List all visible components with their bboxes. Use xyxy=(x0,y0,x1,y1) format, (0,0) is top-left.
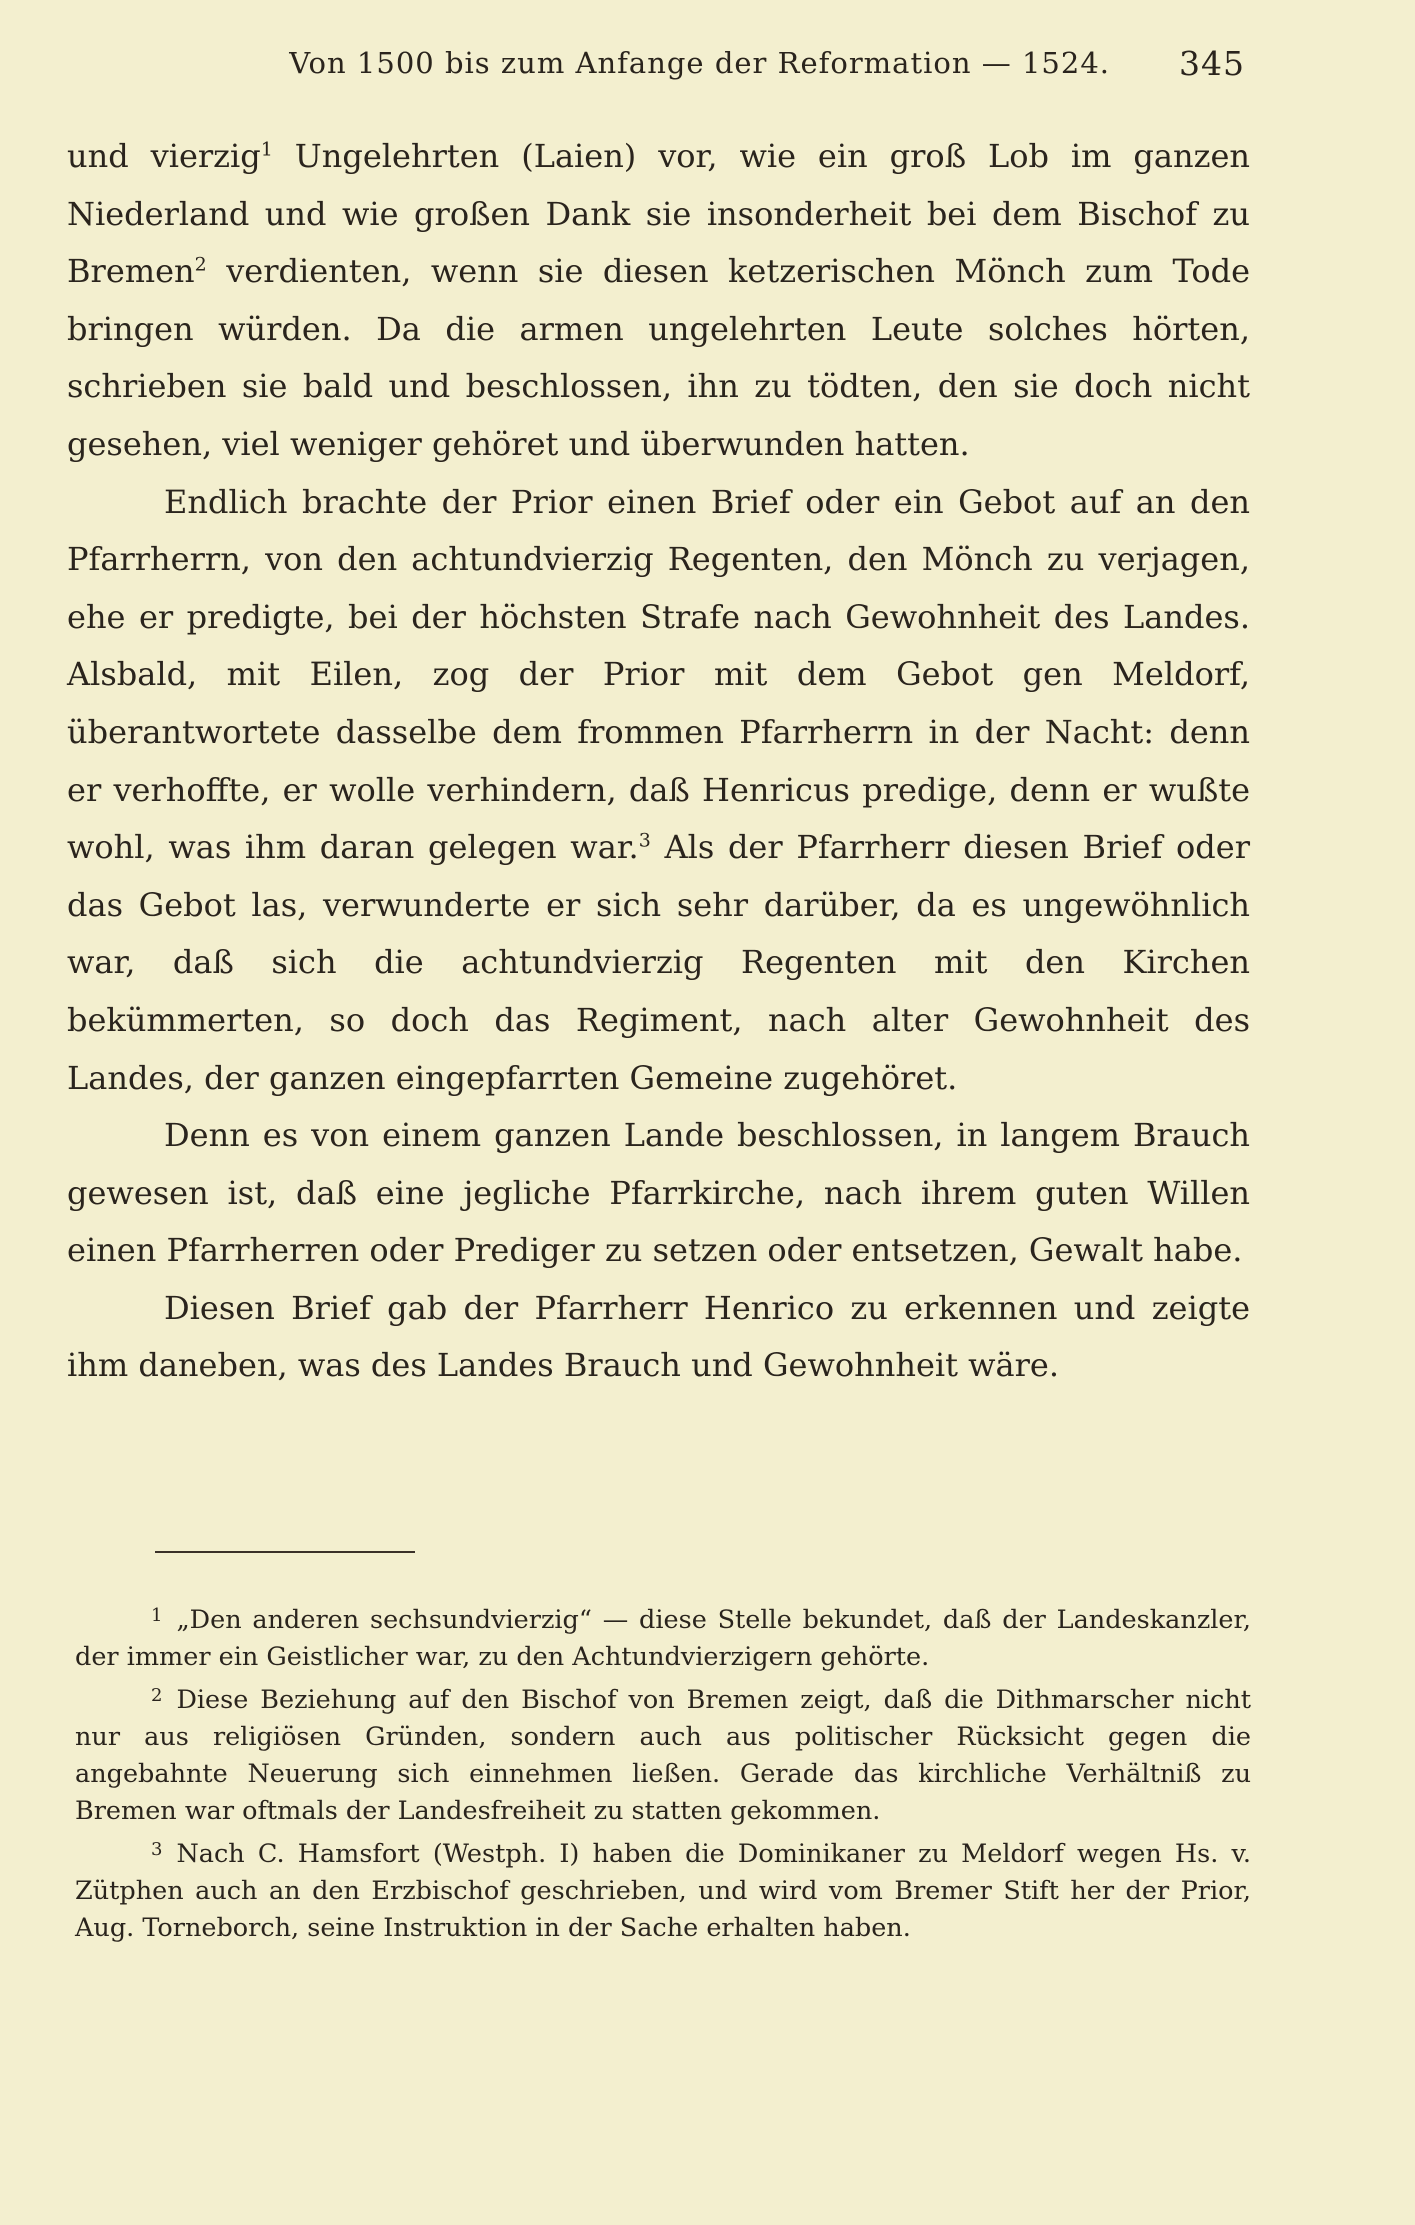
paragraph: Denn es von einem ganzen Lande beschlossen, in langem Brauch gewesen ist, daß eine jegliche Pfarrkirche, nach ihrem guten Willen einen Pfarrherren oder Prediger zu setzen oder entsetzen, Gewalt habe. xyxy=(67,1116,1250,1270)
footnote-ref: 2 xyxy=(194,253,207,276)
footnote-ref: 1 xyxy=(260,138,273,161)
footnote-marker: 3 xyxy=(151,1838,163,1860)
paragraph xyxy=(67,474,1250,1108)
footnote-text: Nach C. Hamsfort (Westph. I) haben die Dominikaner zu Meldorf wegen Hs. v. Zütphen auch an den Erzbischof geschrieben, und wird vom Bremer Stift her der Prior, Aug. Torneborch, seine Instruktion in der Sache erhalten haben. xyxy=(75,1838,1251,1944)
main-text xyxy=(67,128,1250,1395)
footnote-text: Diese Beziehung auf den Bischof von Bremen zeigt, daß die Dithmarscher nicht nur aus religiösen Gründen, sondern auch aus politischer Rücksicht gegen die angebahnte Neuerung sich einnehmen ließen. Gerade das kirchliche Verhältniß zu Bremen war oftmals der Landesfreiheit zu statten gekommen. xyxy=(75,1684,1251,1827)
footnotes xyxy=(75,1597,1251,1948)
paragraph-text: Endlich brachte der Prior einen Brief oder ein Gebot auf an den Pfarrherrn, von den achtundvierzig Regenten, den Mönch zu verjagen, ehe er predigte, bei der höchsten Strafe nach Gewohnheit des Landes. Alsbald, mit Eilen, zog der Prior mit dem Gebot gen Meldorf, überantwortete dasselbe dem frommen Pfarrherrn in der Nacht: denn er verhoffte, er wolle verhindern, daß Henricus predige, denn er wußte wohl, was ihm daran gelegen war. xyxy=(67,482,1250,867)
footnote-text: „Den anderen sechsundvierzig“ — diese Stelle bekundet, daß der Landeskanzler, der immer ein Geistlicher war, zu den Achtundvierzigern gehörte. xyxy=(75,1605,1251,1673)
footnote-ref: 3 xyxy=(638,829,651,852)
footnote-marker: 2 xyxy=(151,1684,163,1706)
page-number: 345 xyxy=(1179,44,1245,83)
paragraph-text: Als der Pfarrherr diesen Brief oder das Gebot las, verwunderte er sich sehr darüber, da es ungewöhnlich war, daß sich die achtundvierzig Regenten mit den Kirchen bekümmerten, so doch das Regiment, nach alter Gewohnheit des Landes, der ganzen eingepfarrten Gemeine zugehöret. xyxy=(67,828,1251,1097)
footnote xyxy=(75,1831,1251,1948)
paragraph-text: verdienten, wenn sie diesen ketzerischen Mönch zum Tode bringen würden. Da die armen ungelehrten Leute solches hörten, schrieben sie bald und beschlossen, ihn zu tödten, den sie doch nicht gesehen, viel weniger gehöret und überwunden hatten. xyxy=(67,252,1250,463)
footnote xyxy=(75,1677,1251,1831)
paragraph: Diesen Brief gab der Pfarrherr Henrico zu erkennen und zeigte ihm daneben, was des Landes Brauch und Gewohnheit wäre. xyxy=(67,1288,1250,1385)
footnote xyxy=(75,1597,1251,1677)
paragraph xyxy=(67,128,1250,474)
footnote-divider xyxy=(155,1551,415,1553)
paragraph-text: Ungelehrten (Laien) vor, wie ein groß Lob im ganzen Niederland und wie großen Dank sie insonderheit bei dem Bischof zu Bremen xyxy=(67,137,1251,291)
running-title: Von 1500 bis zum Anfange der Reformation — 1524. xyxy=(289,46,1110,80)
paragraph-text: und vierzig xyxy=(67,137,261,175)
footnote-marker: 1 xyxy=(151,1605,163,1626)
